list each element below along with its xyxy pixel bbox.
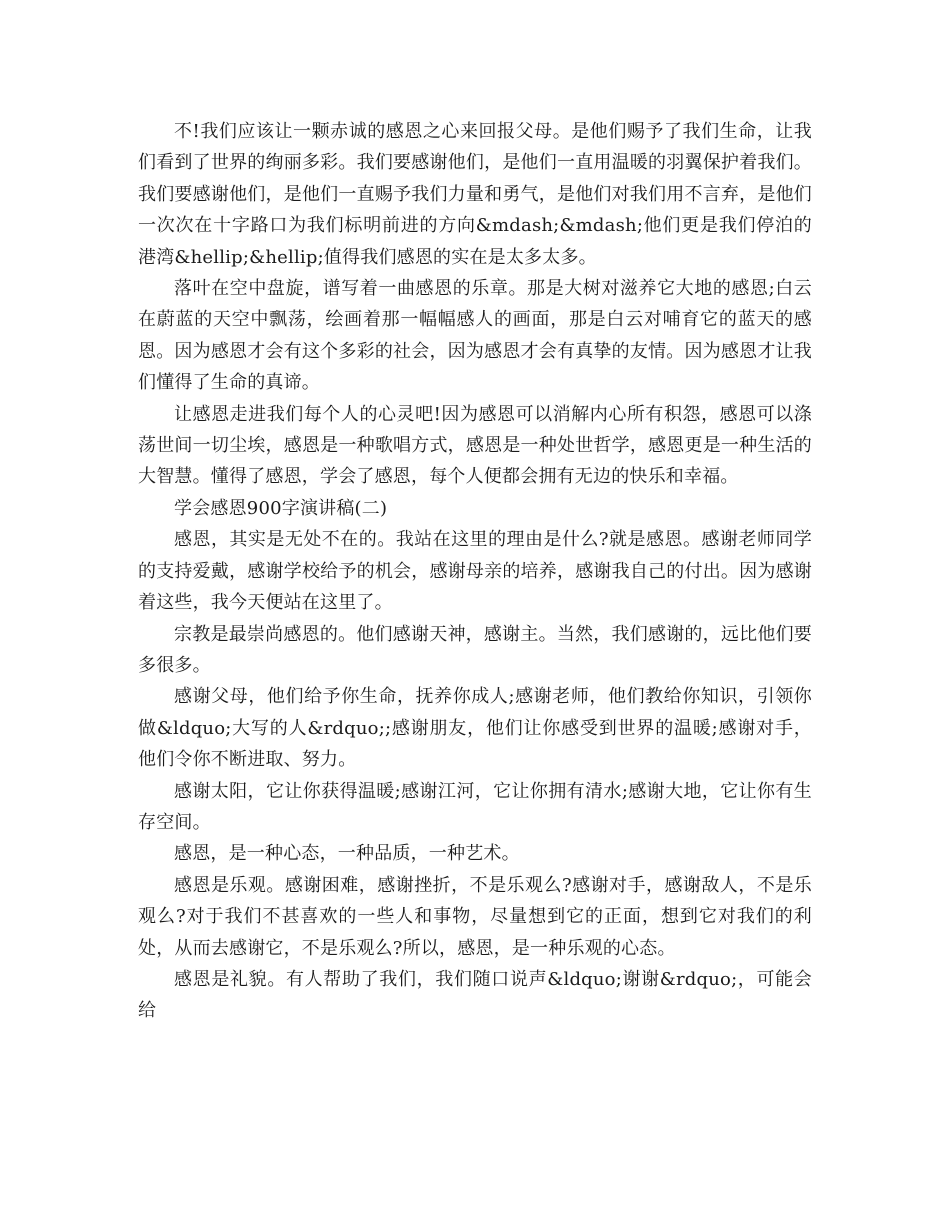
paragraph-4: 感恩，其实是无处不在的。我站在这里的理由是什么?就是感恩。感谢老师同学的支持爱戴，感谢学校给予的机会，感谢母亲的培养，感谢我自己的付出。因为感谢着这些，我今天便站在这里了。 (138, 529, 812, 614)
paragraph-8: 感恩，是一种心态，一种品质，一种艺术。 (174, 843, 520, 865)
paragraph-3: 让感恩走进我们每个人的心灵吧!因为感恩可以消解内心所有积怨，感恩可以涤荡世间一切尘埃，感恩是一种歌唱方式，感恩是一种处世哲学，感恩更是一种生活的大智慧。懂得了感恩，学会了感恩，每个人便都会拥有无边的快乐和幸福。 (138, 403, 812, 488)
paragraph-2: 落叶在空中盘旋，谱写着一曲感恩的乐章。那是大树对滋养它大地的感恩;白云在蔚蓝的天空中飘荡，绘画着那一幅幅感人的画面，那是白云对哺育它的蓝天的感恩。因为感恩才会有这个多彩的社会，因为感恩才会有真挚的友情。因为感恩才让我们懂得了生命的真谛。 (138, 278, 812, 394)
paragraph-6: 感谢父母，他们给予你生命，抚养你成人;感谢老师，他们教给你知识，引领你做&ldquo;大写的人&rdquo;;感谢朋友，他们让你感受到世界的温暖;感谢对手，他们令你不断进取、努力。 (138, 686, 812, 771)
paragraph-1: 不!我们应该让一颗赤诚的感恩之心来回报父母。是他们赐予了我们生命，让我们看到了世界的绚丽多彩。我们要感谢他们，是他们一直用温暖的羽翼保护着我们。我们要感谢他们，是他们一直赐予我们力量和勇气，是他们对我们用不言弃，是他们一次次在十字路口为我们标明前进的方向&mdash;&mdash;他们更是我们停泊的港湾&hellip;&hellip;值得我们感恩的实在是太多太多。 (138, 121, 812, 268)
paragraph-10: 感恩是礼貌。有人帮助了我们，我们随口说声&ldquo;谢谢&rdquo;，可能会给 (138, 968, 812, 1022)
paragraph-7: 感谢太阳，它让你获得温暖;感谢江河，它让你拥有清水;感谢大地，它让你有生存空间。 (138, 780, 812, 833)
section-heading: 学会感恩900字演讲稿(二) (174, 497, 388, 519)
paragraph-9: 感恩是乐观。感谢困难，感谢挫折，不是乐观么?感谢对手，感谢敌人，不是乐观么?对于我们不甚喜欢的一些人和事物，尽量想到它的正面，想到它对我们的利处，从而去感谢它，不是乐观么?所以，感恩，是一种乐观的心态。 (138, 874, 812, 959)
document-body (138, 116, 812, 1027)
paragraph-5: 宗教是最崇尚感恩的。他们感谢天神，感谢主。当然，我们感谢的，远比他们要多很多。 (138, 623, 812, 676)
